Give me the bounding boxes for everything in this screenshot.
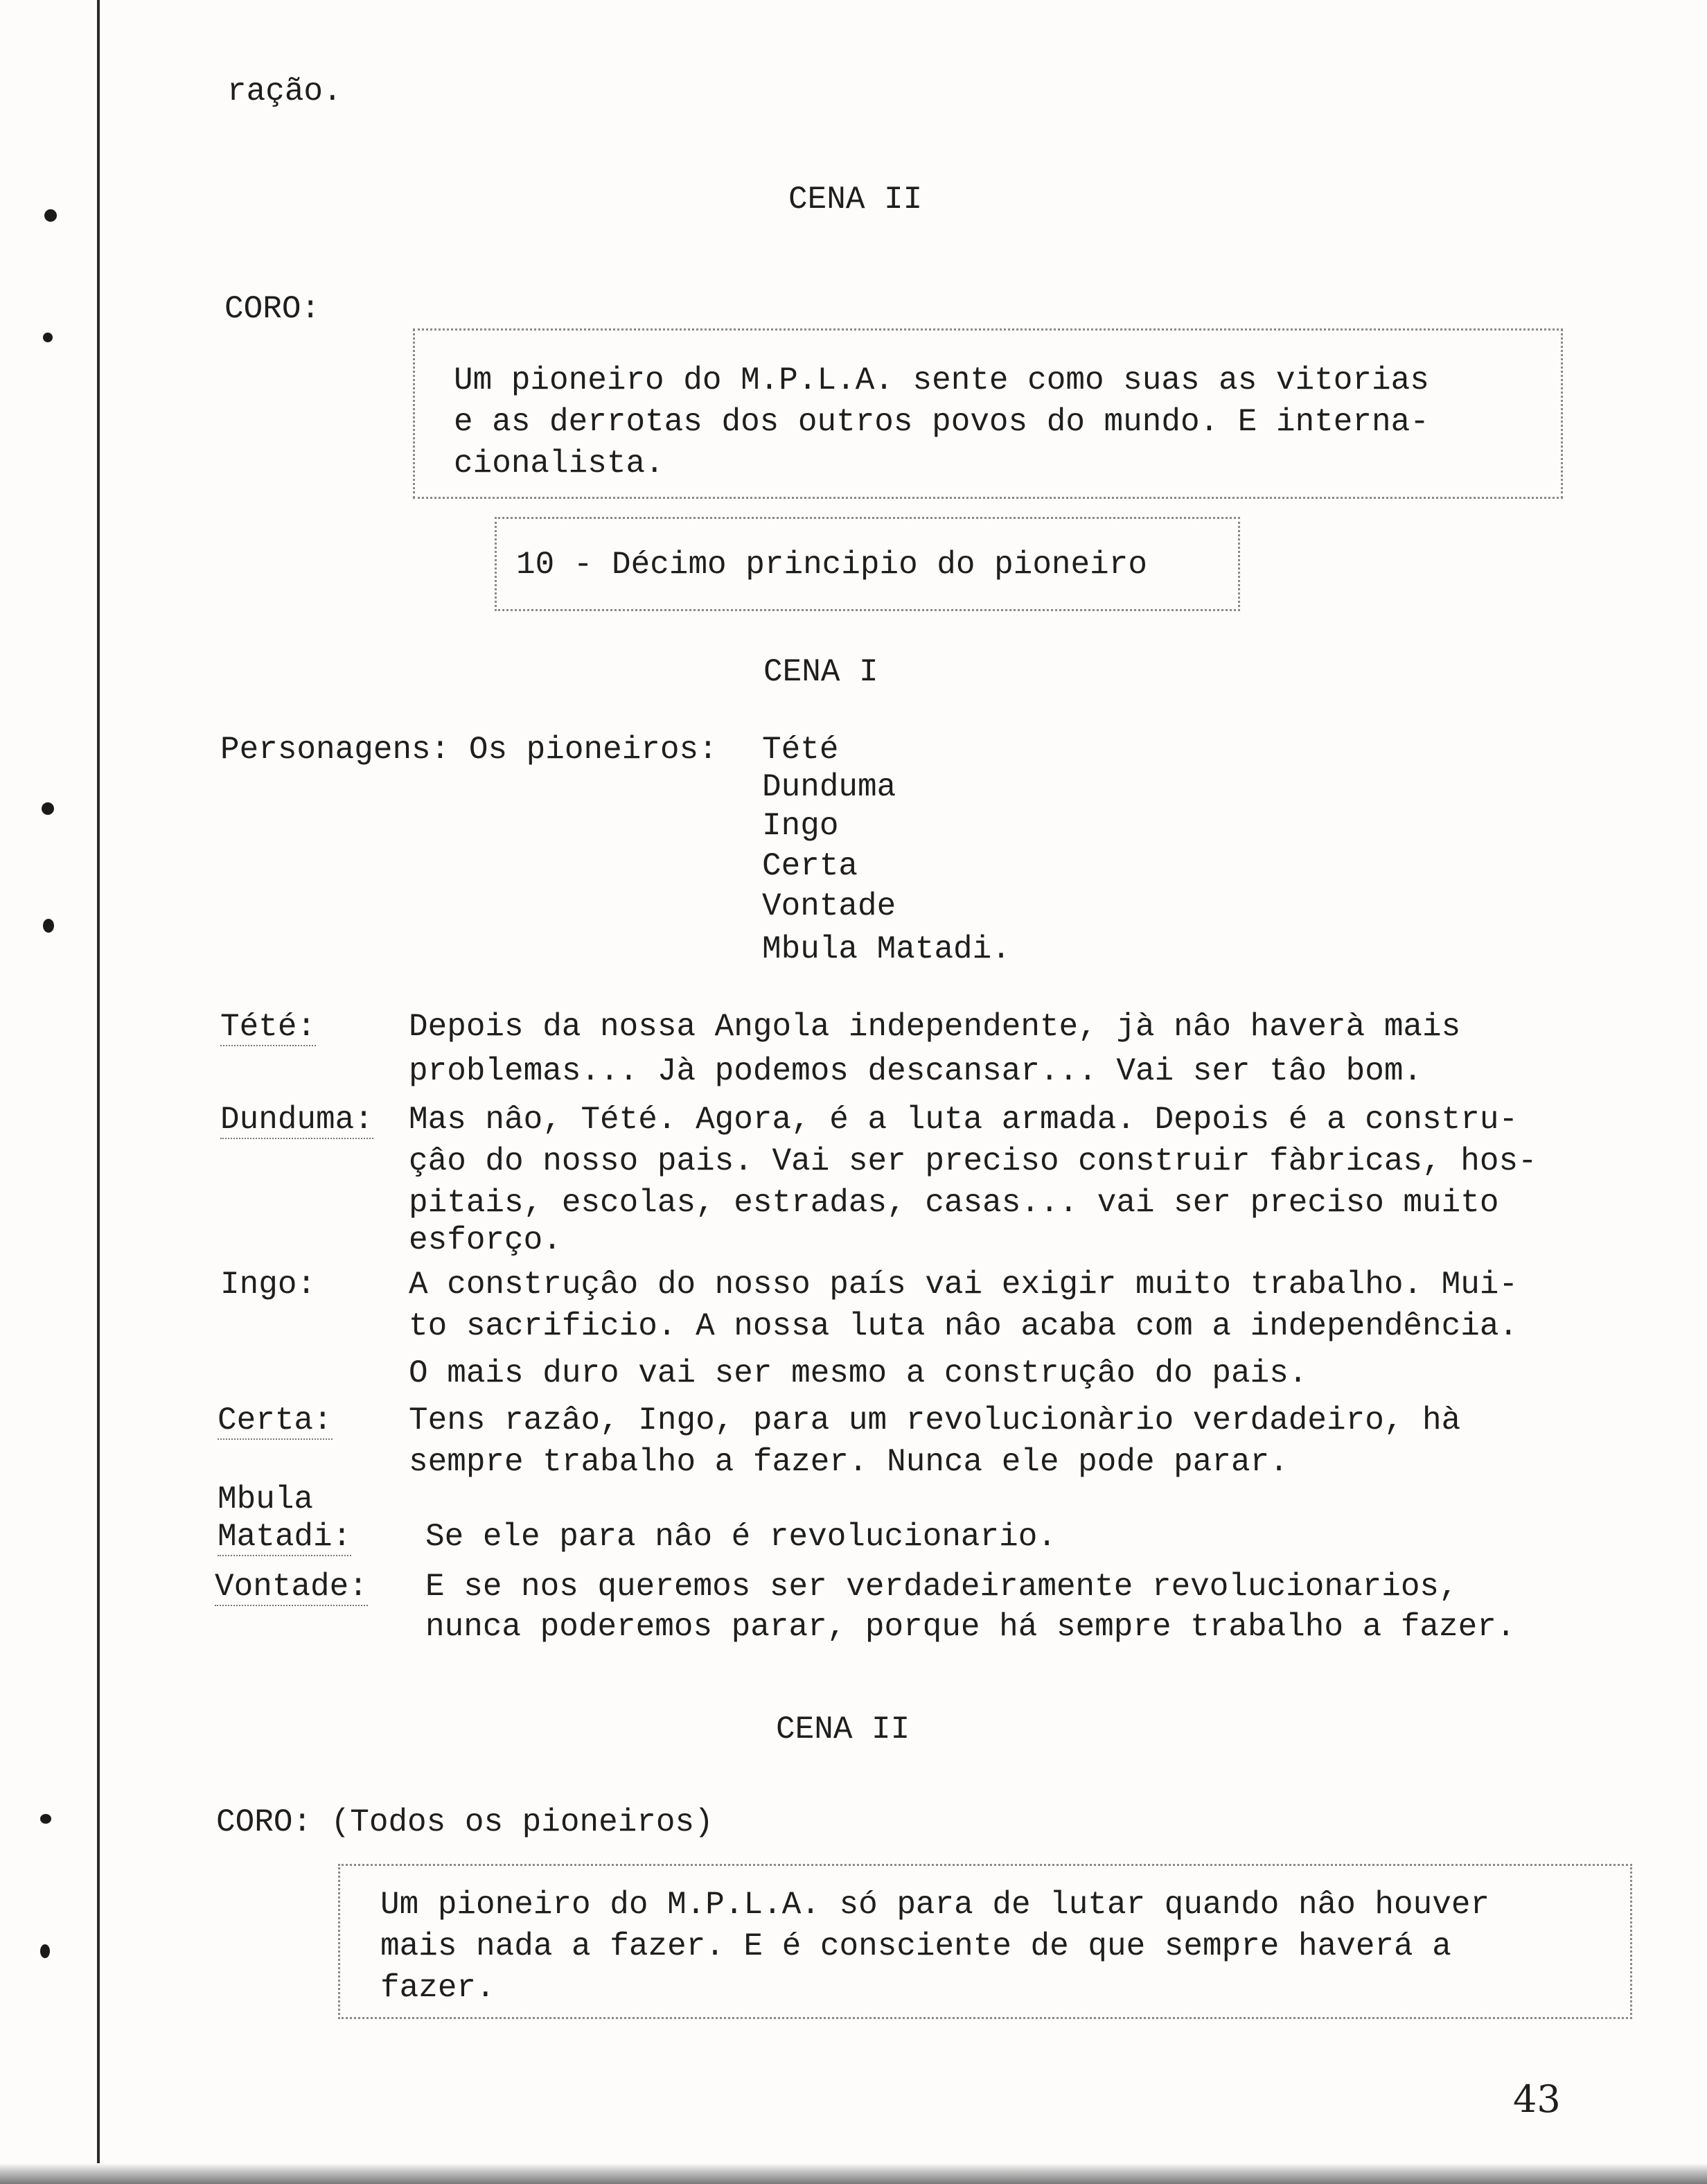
dialogue-line: nunca poderemos parar, porque há sempre trabalho a fazer. <box>425 1609 1516 1645</box>
scan-bottom-edge <box>0 2163 1707 2184</box>
dialogue-line: A construçâo do nosso país vai exigir muito trabalho. Mui- <box>409 1267 1519 1303</box>
characters-label: Personagens: Os pioneiros: <box>220 732 718 768</box>
principle-title: 10 - Décimo principio do pioneiro <box>516 547 1147 583</box>
dialogue-line: Depois da nossa Angola independente, jà nâo haverà mais <box>409 1009 1461 1045</box>
dialogue-line: Mas nâo, Tété. Agora, é a luta armada. Depois é a constru- <box>409 1102 1519 1138</box>
binding-hole-mark <box>40 1814 51 1824</box>
binding-hole-mark <box>43 919 54 933</box>
character-name: Mbula Matadi. <box>762 931 1011 967</box>
principle-title-box <box>495 517 1240 611</box>
quote-line: e as derrotas dos outros povos do mundo. E interna- <box>454 404 1429 440</box>
character-name: Vontade <box>762 888 896 924</box>
dialogue-line: E se nos queremos ser verdadeiramente revolucionarios, <box>425 1569 1458 1605</box>
principle-quote-box <box>338 1864 1632 2019</box>
dialogue-line: esforço. <box>409 1222 562 1258</box>
binding-hole-mark <box>42 802 54 815</box>
character-name: Tété <box>762 732 839 768</box>
character-name: Certa <box>762 848 858 884</box>
page-number: 43 <box>1513 2077 1561 2121</box>
dialogue-line: to sacrificio. A nossa luta nâo acaba com a independência. <box>409 1308 1519 1344</box>
quote-line: cionalista. <box>454 446 664 482</box>
scene-heading: CENA I <box>763 654 878 690</box>
dialogue-line: sempre trabalho a fazer. Nunca ele pode parar. <box>409 1444 1289 1480</box>
principle-quote-box <box>413 328 1563 499</box>
dialogue-line: O mais duro vai ser mesmo a construçâo do pais. <box>409 1355 1308 1391</box>
dialogue-line: pitais, escolas, estradas, casas... vai ser preciso muito <box>409 1185 1499 1221</box>
dialogue-line: problemas... Jà podemos descansar... Vai ser tâo bom. <box>409 1053 1423 1089</box>
speaker-label: CORO: <box>224 291 321 327</box>
scene-heading: CENA II <box>776 1711 910 1747</box>
speaker-label: Matadi: <box>218 1519 352 1555</box>
speaker-label: Dunduma: <box>220 1102 373 1138</box>
quote-line: mais nada a fazer. E é consciente de que sempre haverá a <box>380 1928 1451 1964</box>
character-name: Dunduma <box>762 769 896 805</box>
quote-line: fazer. <box>380 1970 495 2006</box>
character-name: Ingo <box>762 808 839 844</box>
speaker-label: Mbula <box>218 1481 314 1517</box>
page-margin-line <box>97 0 100 2184</box>
dialogue-line: Tens razâo, Ingo, para um revolucionàrio verdadeiro, hà <box>409 1402 1461 1438</box>
speaker-label: Certa: <box>218 1402 333 1438</box>
continued-word: ração. <box>227 73 342 109</box>
speaker-label: Ingo: <box>220 1267 317 1303</box>
scene-heading: CENA II <box>788 182 923 218</box>
speaker-label: CORO: (Todos os pioneiros) <box>216 1804 714 1840</box>
speaker-label: Tété: <box>220 1009 317 1045</box>
dialogue-line: çâo do nosso pais. Vai ser preciso construir fàbricas, hos- <box>409 1143 1537 1179</box>
speaker-label: Vontade: <box>215 1569 368 1605</box>
binding-hole-mark <box>44 209 57 222</box>
quote-line: Um pioneiro do M.P.L.A. sente como suas as vitorias <box>454 362 1429 398</box>
binding-hole-mark <box>43 333 53 342</box>
quote-line: Um pioneiro do M.P.L.A. só para de lutar quando nâo houver <box>380 1887 1490 1923</box>
dialogue-line: Se ele para nâo é revolucionario. <box>425 1519 1056 1555</box>
binding-hole-mark <box>40 1944 50 1958</box>
